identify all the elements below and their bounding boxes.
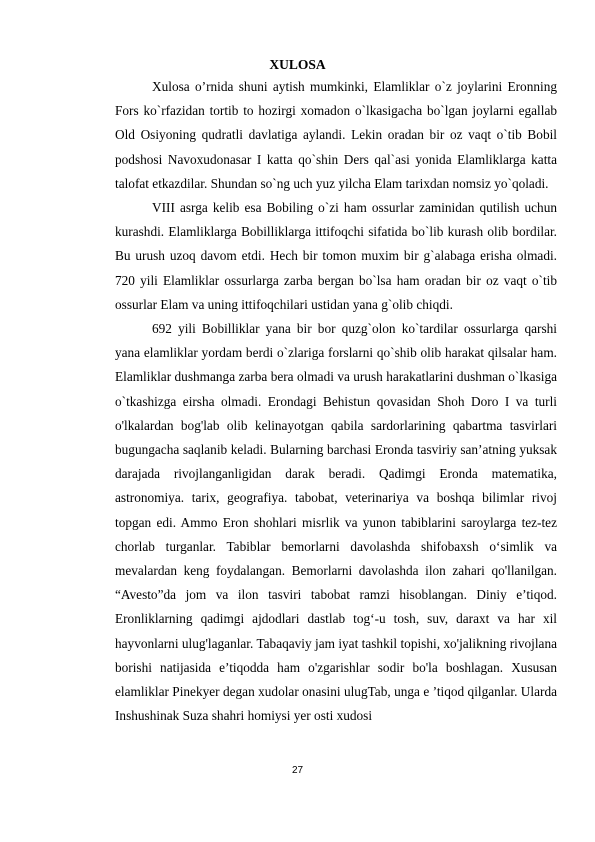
paragraph-3: 692 yili Bobilliklar yana bir bor quzg`olon ko`tardilar ossurlarga qarshi yana elamliklar yordam berdi o`zlariga forslarni qo`shib olib harakat qilsalar ham. Elamliklar dushmanga zarba bera olmadi va urush harakatlarini dushman o`lkasiga o`tkashizga eirsha olmadi. Erondagi Behistun qovasidan Shoh Doro I va turli o'lkalardan bog'lab olib kelinayotgan qabila sardorlarining qabartma tasvirlari bugungacha saqlanib keladi. Bularning barchasi Eronda tasviriy san’atning yuksak darajada rivojlanganligidan darak beradi. Qadimgi Eronda matematika, astronomiya. tarix, geografiya. tabobat, veterinariya va boshqa bilimlar rivoj topgan edi. Ammo Eron shohlari misrlik va yunon tabiblarini saroylarga tez-tez chorlab turganlar. Tabiblar bemorlarni davolashda shifobaxsh o‘simlik va mevalardan keng foydalangan. Bemorlarni davolashda ilon zahari qo'llanilgan. “Avesto”da jom va ilon tasviri tabobat ramzi hisoblangan. Diniy e’tiqod. Eronliklarning qadimgi ajdodlari dastlab tog‘-u tosh, suv, daraxt va har xil hayvonlarni ulug'laganlar. Tabaqaviy jam iyat tashkil topishi, xo'jalikning rivojlana borishi natijasida e’tiqodda ham o'zgarishlar sodir bo'la boshlagan. Xususan elamliklar Pinekyer degan xudolar onasini ulugTab, unga e ’tiqod qilganlar. Ularda Inshushinak Suza shahri homiysi yer osti xudosi xyxy=(115,321,557,724)
paragraph-2: VIII asrga kelib esa Bobiling o`zi ham ossurlar zaminidan qutilish uchun kurashdi. Elamliklarga Bobilliklarga ittifoqchi sifatida bo`lib kurash olib bordilar. Bu urush uzoq davom etdi. Hech bir tomon muxim bir g`alabaga erisha olmadi. 720 yili Elamliklar ossurlarga zarba bergan bo`lsa ham oradan bir oz vaqt o`tib ossurlar Elam va uning ittifoqchilari ustidan yana g`olib chiqdi. xyxy=(115,200,557,312)
paragraph-1: Xulosa o’rnida shuni aytish mumkinki, Elamliklar o`z joylarini Eronning Fors ko`rfazidan tortib to hozirgi xomadon o`lkasigacha bo`lgan joylarni egallab Old Osiyoning qudratli davlatiga aylandi. Lekin oradan bir oz vaqt o`tib Bobil podshosi Navoxudonasar I katta qo`shin Ders qal`asi yonida Elamliklarga katta talofat etkazdilar. Shundan so`ng uch yuz yilcha Elam tarixdan nomsiz yo`qoladi. xyxy=(115,79,557,191)
body-text xyxy=(115,75,557,728)
page-title: XULOSA xyxy=(269,57,326,72)
page-number: 27 xyxy=(291,765,304,776)
